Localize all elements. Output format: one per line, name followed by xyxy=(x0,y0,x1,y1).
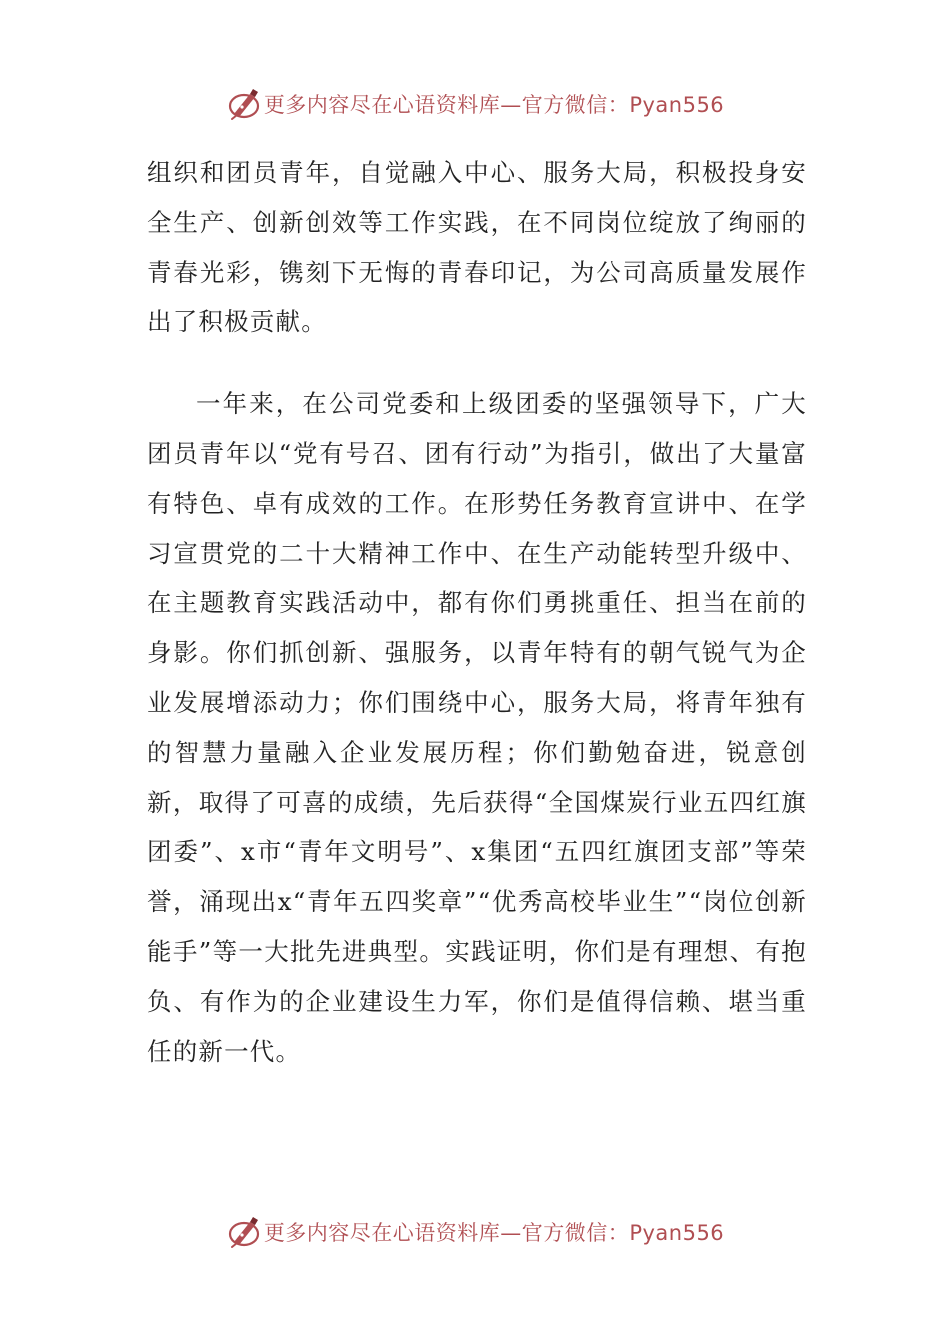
footer-banner-label: 更多内容尽在心语资料库—官方微信： xyxy=(263,1221,630,1245)
footer-banner xyxy=(0,1210,950,1254)
pen-nib-logo-icon xyxy=(226,1214,262,1250)
document-body xyxy=(147,148,807,1076)
body-paragraph-1: 组织和团员青年，自觉融入中心、服务大局，积极投身安全生产、创新创效等工作实践，在不同岗位绽放了绚丽的青春光彩，镌刻下无悔的青春印记，为公司高质量发展作出了积极贡献。 xyxy=(147,158,807,337)
header-banner-text xyxy=(264,89,724,119)
header-banner xyxy=(0,82,950,126)
header-wechat-id: Pyan556 xyxy=(629,93,725,117)
header-banner-label: 更多内容尽在心语资料库—官方微信： xyxy=(263,93,630,117)
footer-wechat-id: Pyan556 xyxy=(629,1221,725,1245)
pen-nib-logo-icon xyxy=(226,86,262,122)
body-paragraph-2: 一年来，在公司党委和上级团委的坚强领导下，广大团员青年以“党有号召、团有行动”为指引，做出了大量富有特色、卓有成效的工作。在形势任务教育宣讲中、在学习宣贯党的二十大精神工作中、在生产动能转型升级中、在主题教育实践活动中，都有你们勇挑重任、担当在前的身影。你们抓创新、强服务，以青年特有的朝气锐气为企业发展增添动力；你们围绕中心，服务大局，将青年独有的智慧力量融入企业发展历程；你们勤勉奋进，锐意创新，取得了可喜的成绩，先后获得“全国煤炭行业五四红旗团委”、x市“青年文明号”、x集团“五四红旗团支部”等荣誉，涌现出x“青年五四奖章”“优秀高校毕业生”“岗位创新能手”等一大批先进典型。实践证明，你们是有理想、有抱负、有作为的企业建设生力军，你们是值得信赖、堪当重任的新一代。 xyxy=(147,389,807,1066)
footer-banner-text xyxy=(264,1217,724,1247)
